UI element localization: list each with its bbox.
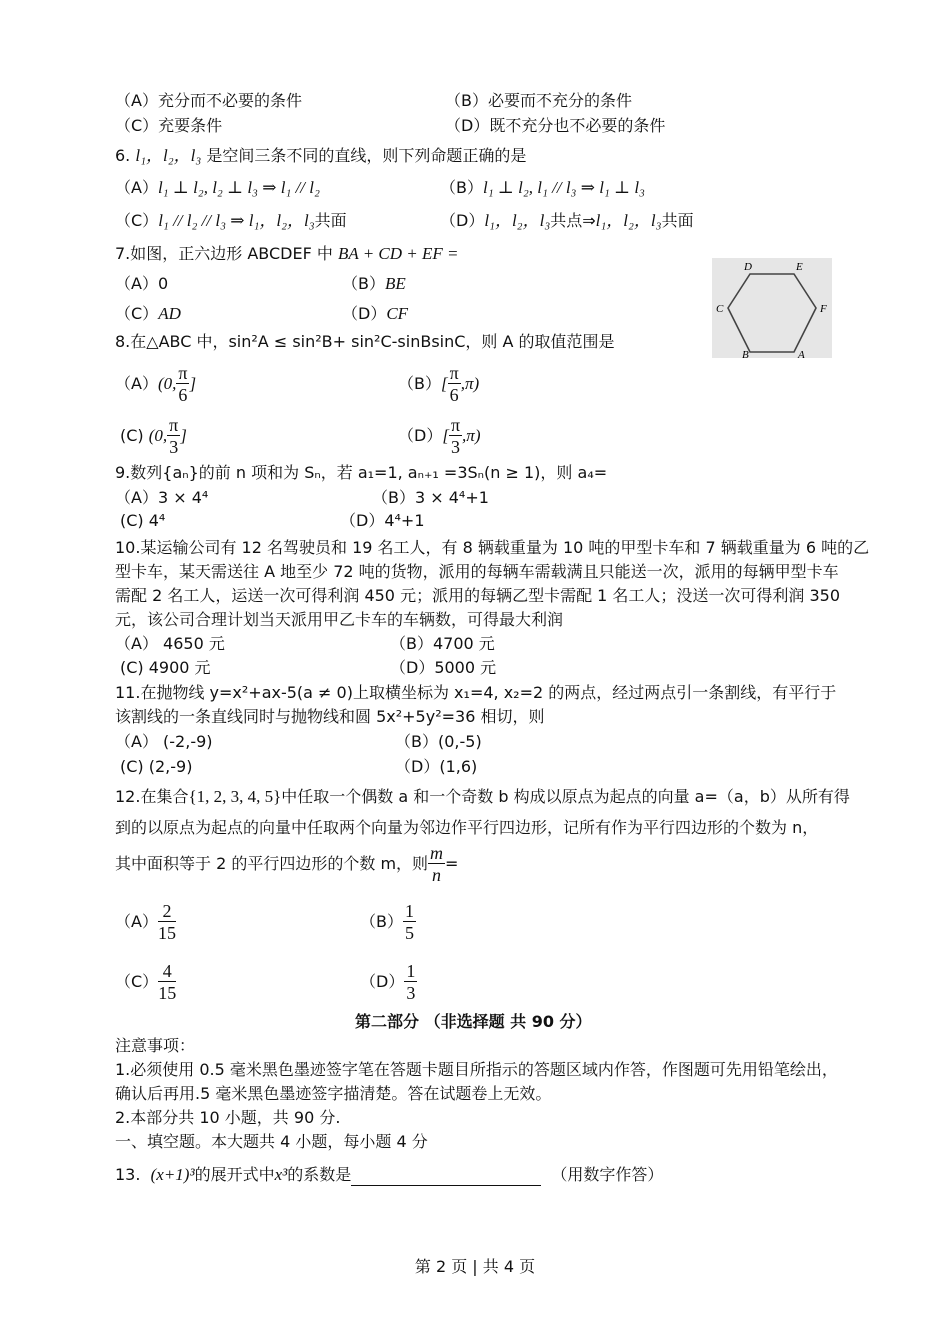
q13: 13. (x+1)³的展开式中x³的系数是 （用数字作答） bbox=[115, 1165, 664, 1184]
q6-option-d: （D）l₁，l₂，l₃共点⇒l₁，l₂，l₃共面 bbox=[440, 211, 694, 230]
q6-stem-math: l₁，l₂，l₃ bbox=[135, 146, 202, 165]
hex-label-a: A bbox=[798, 349, 805, 358]
q7-option-a: （A）0 bbox=[115, 274, 169, 293]
q10-option-d: （D）5000 元 bbox=[390, 658, 497, 677]
q12-option-b: （B） $\frac{1}{5}$ bbox=[360, 901, 414, 943]
q12-option-c: （C） $\frac{4}{15}$ bbox=[115, 961, 177, 1003]
q12-set: {1, 2, 3, 4, 5} bbox=[188, 787, 282, 806]
q12-line-1: 12.在集合{1, 2, 3, 4, 5}中任取一个偶数 a 和一个奇数 b 构成以原点为起点的向量 a=（a，b）从所有得 bbox=[115, 787, 850, 806]
q11-line-2: 该割线的一条直线同时与抛物线和圆 5x²+5y²=36 相切，则 bbox=[115, 707, 545, 726]
q11-option-c: (C) (2,-9) bbox=[120, 757, 193, 776]
q12-line-2: 到的以原点为起点的向量中任取两个向量为邻边作平行四边形，记所有作为平行四边形的个数为 n， bbox=[115, 818, 819, 837]
hexagon-figure bbox=[712, 258, 832, 358]
q10-line-2: 型卡车，某天需送往 A 地至少 72 吨的货物，派用的每辆车需载满且只能送一次，派用的每辆甲型卡车 bbox=[115, 562, 839, 581]
hex-label-c: C bbox=[716, 303, 724, 315]
q11-option-b: （B）(0,-5) bbox=[395, 732, 482, 751]
q6-option-a: （A）l₁ ⊥ l₂, l₂ ⊥ l₃ ⇒ l₁ // l₂ bbox=[115, 178, 320, 197]
q5-option-a: （A）充分而不必要的条件 bbox=[115, 91, 302, 110]
q6-stem bbox=[115, 145, 526, 167]
q7-option-c: （C）AD bbox=[115, 304, 181, 323]
q10-line-4: 元，该公司合理计划当天派用甲乙卡车的车辆数，可得最大利润 bbox=[115, 610, 564, 629]
section-1-title: 一、填空题。本大题共 4 小题，每小题 4 分 bbox=[115, 1132, 428, 1151]
q9-stem: 9.数列{aₙ}的前 n 项和为 Sₙ，若 a₁=1, aₙ₊₁ =3Sₙ(n ≥ 1)，则 a₄= bbox=[115, 463, 608, 482]
q7-stem: 7.如图，正六边形 ABCDEF 中 BA + CD + EF = bbox=[115, 244, 459, 263]
q9-option-c: (C) 4⁴ bbox=[120, 511, 166, 530]
note-1a: 1.必须使用 0.5 毫米黑色墨迹签字笔在答题卡题目所指示的答题区域内作答，作图题可先用铅笔绘出， bbox=[115, 1060, 838, 1079]
q8-option-b: （B）[ $\frac{\pi}{6}$ ,π) bbox=[398, 363, 480, 405]
page-footer: 第 2 页 | 共 4 页 bbox=[414, 1257, 536, 1276]
q12-option-a: （A） $\frac{2}{15}$ bbox=[115, 901, 176, 943]
part2-heading: 第二部分 （非选择题 共 90 分） bbox=[355, 1012, 592, 1031]
q9-option-b: （B）3 × 4⁴+1 bbox=[372, 488, 489, 507]
q12-option-d: （D） $\frac{1}{3}$ bbox=[360, 961, 416, 1003]
hexagon-diagram bbox=[712, 258, 832, 358]
q10-line-1: 10.某运输公司有 12 名驾驶员和 19 名工人，有 8 辆载重量为 10 吨的甲型卡车和 7 辆载重量为 6 吨的乙 bbox=[115, 538, 870, 557]
hex-label-e: E bbox=[796, 261, 803, 273]
hexagon-shape bbox=[728, 274, 816, 352]
q8-stem: 8.在△ABC 中，sin²A ≤ sin²B+ sin²C-sinBsinC，则 A 的取值范围是 bbox=[115, 332, 615, 351]
q10-option-c: (C) 4900 元 bbox=[120, 658, 211, 677]
note-2: 2.本部分共 10 小题，共 90 分. bbox=[115, 1108, 341, 1127]
q11-option-a: （A） (-2,-9) bbox=[115, 732, 213, 751]
q5-option-d: （D）既不充分也不必要的条件 bbox=[445, 116, 666, 135]
q10-line-3: 需配 2 名工人，运送一次可得利润 450 元；派用的每辆乙型卡需配 1 名工人；没送一次可得利润 350 bbox=[115, 586, 841, 605]
notice-label: 注意事项： bbox=[115, 1036, 196, 1055]
q8-option-c: (C) (0, $\frac{\pi}{3}$ ] bbox=[120, 415, 187, 457]
note-1b: 确认后再用.5 毫米黑色墨迹签字描清楚。答在试题卷上无效。 bbox=[115, 1084, 552, 1103]
q7-option-d: （D）CF bbox=[342, 304, 409, 323]
q10-option-b: （B）4700 元 bbox=[390, 634, 495, 653]
q6-stem-text: 是空间三条不同的直线，则下列命题正确的是 bbox=[206, 146, 527, 165]
q6-option-c: （C）l₁ // l₂ // l₃ ⇒ l₁，l₂，l₃共面 bbox=[115, 211, 347, 230]
hex-label-b: B bbox=[742, 349, 749, 358]
q7-option-b: （B）BE bbox=[342, 274, 406, 293]
q12-line-3: 其中面积等于 2 的平行四边形的个数 m，则 $\frac{m}{n}$ = bbox=[115, 843, 459, 885]
hex-label-d: D bbox=[744, 261, 752, 273]
q13-answer-blank[interactable] bbox=[351, 1169, 541, 1186]
q6-number: 6. bbox=[115, 146, 131, 165]
q9-option-a: （A）3 × 4⁴ bbox=[115, 488, 209, 507]
q11-line-1: 11.在抛物线 y=x²+ax-5(a ≠ 0)上取横坐标为 x₁=4, x₂=2 的两点，经过两点引一条割线，有平行于 bbox=[115, 683, 837, 702]
q10-option-a: （A） 4650 元 bbox=[115, 634, 225, 653]
q8-option-d: （D）[ $\frac{\pi}{3}$ ,π) bbox=[398, 415, 481, 457]
q5-option-c: （C）充要条件 bbox=[115, 116, 223, 135]
q8-option-a: （A）(0, $\frac{\pi}{6}$ ] bbox=[115, 363, 197, 405]
q5-option-b: （B）必要而不充分的条件 bbox=[445, 91, 632, 110]
q9-option-d: （D）4⁴+1 bbox=[340, 511, 425, 530]
q11-option-d: （D）(1,6) bbox=[395, 757, 478, 776]
q6-option-b: （B）l₁ ⊥ l₂, l₁ // l₃ ⇒ l₁ ⊥ l₃ bbox=[440, 178, 645, 197]
hex-label-f: F bbox=[820, 303, 827, 315]
